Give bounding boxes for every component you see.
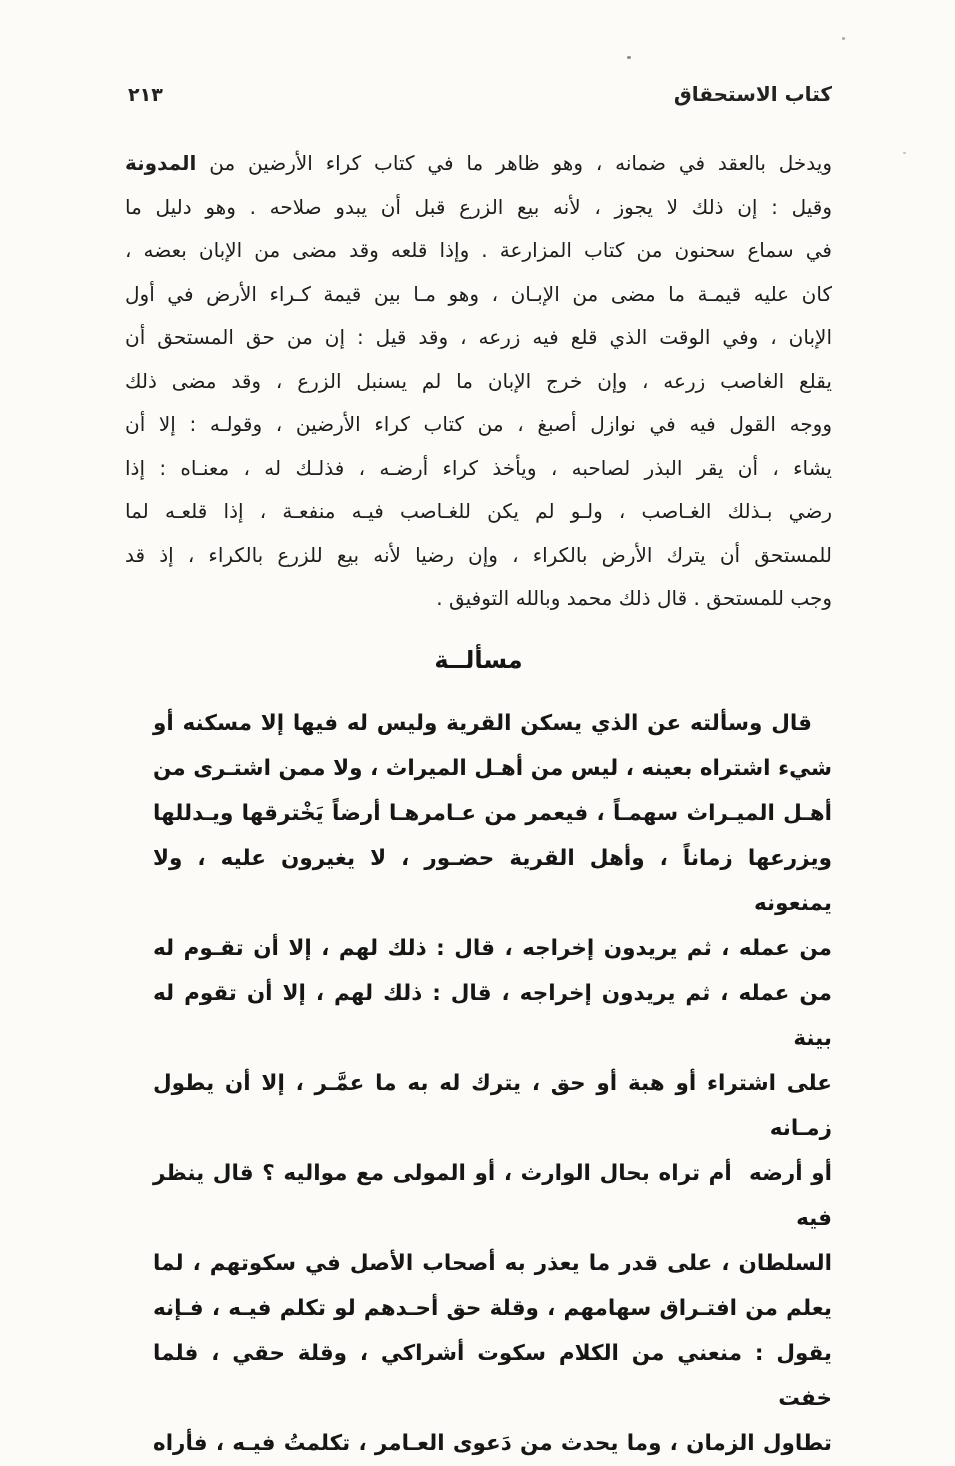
text-line: الإبان ، وفي الوقت الذي قلع فيه زرعه ، وقد قيل : إن من حق المستحق أن <box>125 325 832 349</box>
bold-word-mudawwana: المدونة <box>125 151 197 175</box>
scan-speck <box>842 37 845 40</box>
text-line: من عمله ، ثم يريدون إخراجه ، قال : ذلك لهم ، إلا أن تقوم له بينة <box>153 980 832 1051</box>
text-line: وقيل : إن ذلك لا يجوز ، لأنه بيع الزرع قبل أن يبدو صلاحه . وهو دليل ما <box>125 194 832 219</box>
text-line: على اشتراء أو هبة أو حق ، يترك له به ما عمَّـر ، إلا أن يطول زمـانه <box>153 1070 832 1141</box>
text-line: قال وسألته عن الذي يسكن القرية وليس له فيها إلا مسكنه أو <box>153 710 812 736</box>
text-line: تطاول الزمان ، وما يحدث من دَعوى العـامر ، تكلمتُ فيـه ، فأراه <box>153 1430 832 1456</box>
line-text: ويدخل بالعقد في ضمانه ، وهو ظاهر ما في كتاب كراء الأرضين من <box>196 151 832 175</box>
text-line: السلطان ، على قدر ما يعذر به أصحاب الأصل في سكوتهم ، لما <box>153 1250 832 1276</box>
text-line: كان عليه قيمـة ما مضى من الإبـان ، وهو مـا بين قيمة كـراء الأرض في أول <box>125 281 832 306</box>
section-heading-masala: مسألــة <box>434 645 523 674</box>
text-line: يعلم من افتـراق سهامهم ، وقلة حق أحـدهم لو تكلم فيـه ، فـإنه <box>153 1295 832 1321</box>
text-line: للمستحق أن يترك الأرض بالكراء ، وإن رضيا لأنه بيع للزرع بالكراء ، إذ قد <box>125 542 832 567</box>
page-body <box>125 142 832 1466</box>
text-line: ووجه القول فيه في نوازل أصبغ ، من كتاب كراء الأرضين ، وقولـه : إلا أن <box>125 412 832 436</box>
text-line: من عمله ، ثم يريدون إخراجه ، قال : ذلك لهم ، إلا أن تقـوم له <box>153 935 832 961</box>
book-title: كتاب الاستحقاق <box>673 82 832 106</box>
text-line <box>125 142 832 186</box>
text-line: في سماع سحنون من كتاب المزارعة . وإذا قلعه وقد مضى من الإبان بعضه ، <box>125 238 832 262</box>
masala-paragraph <box>125 701 832 1466</box>
text-line: أهـل الميـراث سهمـاً ، فيعمر من عـامرهـا أرضاً يَخْترقها ويـدللها <box>153 800 832 826</box>
commentary-paragraph <box>125 142 832 621</box>
text-line: يشاء ، أن يقر البذر لصاحبه ، ويأخذ كراء أرضـه ، فذلـك له ، معنـاه : إذا <box>125 455 832 480</box>
text-line: رضي بـذلك الغـاصب ، ولـو لم يكن للغـاصب فيـه منفعـة ، إذا قلعـه لما <box>125 499 832 523</box>
scan-speck <box>903 152 906 154</box>
text-line: شيء اشتراه بعينه ، ليس من أهـل الميراث ، ولا ممن اشتـرى من <box>153 755 832 781</box>
page-number: ٢١٣ <box>128 84 163 106</box>
text-line: يقول : منعني من الكلام سكوت أشراكي ، وقلة حقي ، فلما خفت <box>153 1340 832 1411</box>
text-line: يقلع الغاصب زرعه ، وإن خرج الإبان ما لم يسنبل الزرع ، وقد مضى ذلك <box>125 368 832 393</box>
page-header <box>128 82 832 106</box>
text-line: ويزرعها زماناً ، وأهل القرية حضـور ، لا يغيرون عليه ، ولا يمنعونه <box>153 845 832 916</box>
text-line: وجب للمستحق . قال ذلك محمد وبالله التوفيق . <box>436 586 832 610</box>
scan-speck <box>627 56 631 59</box>
text-line: أو أرضه ‏ أم تراه بحال الوارث ، أو المولى مع مواليه ؟ قال ينظر فيه <box>153 1160 832 1231</box>
